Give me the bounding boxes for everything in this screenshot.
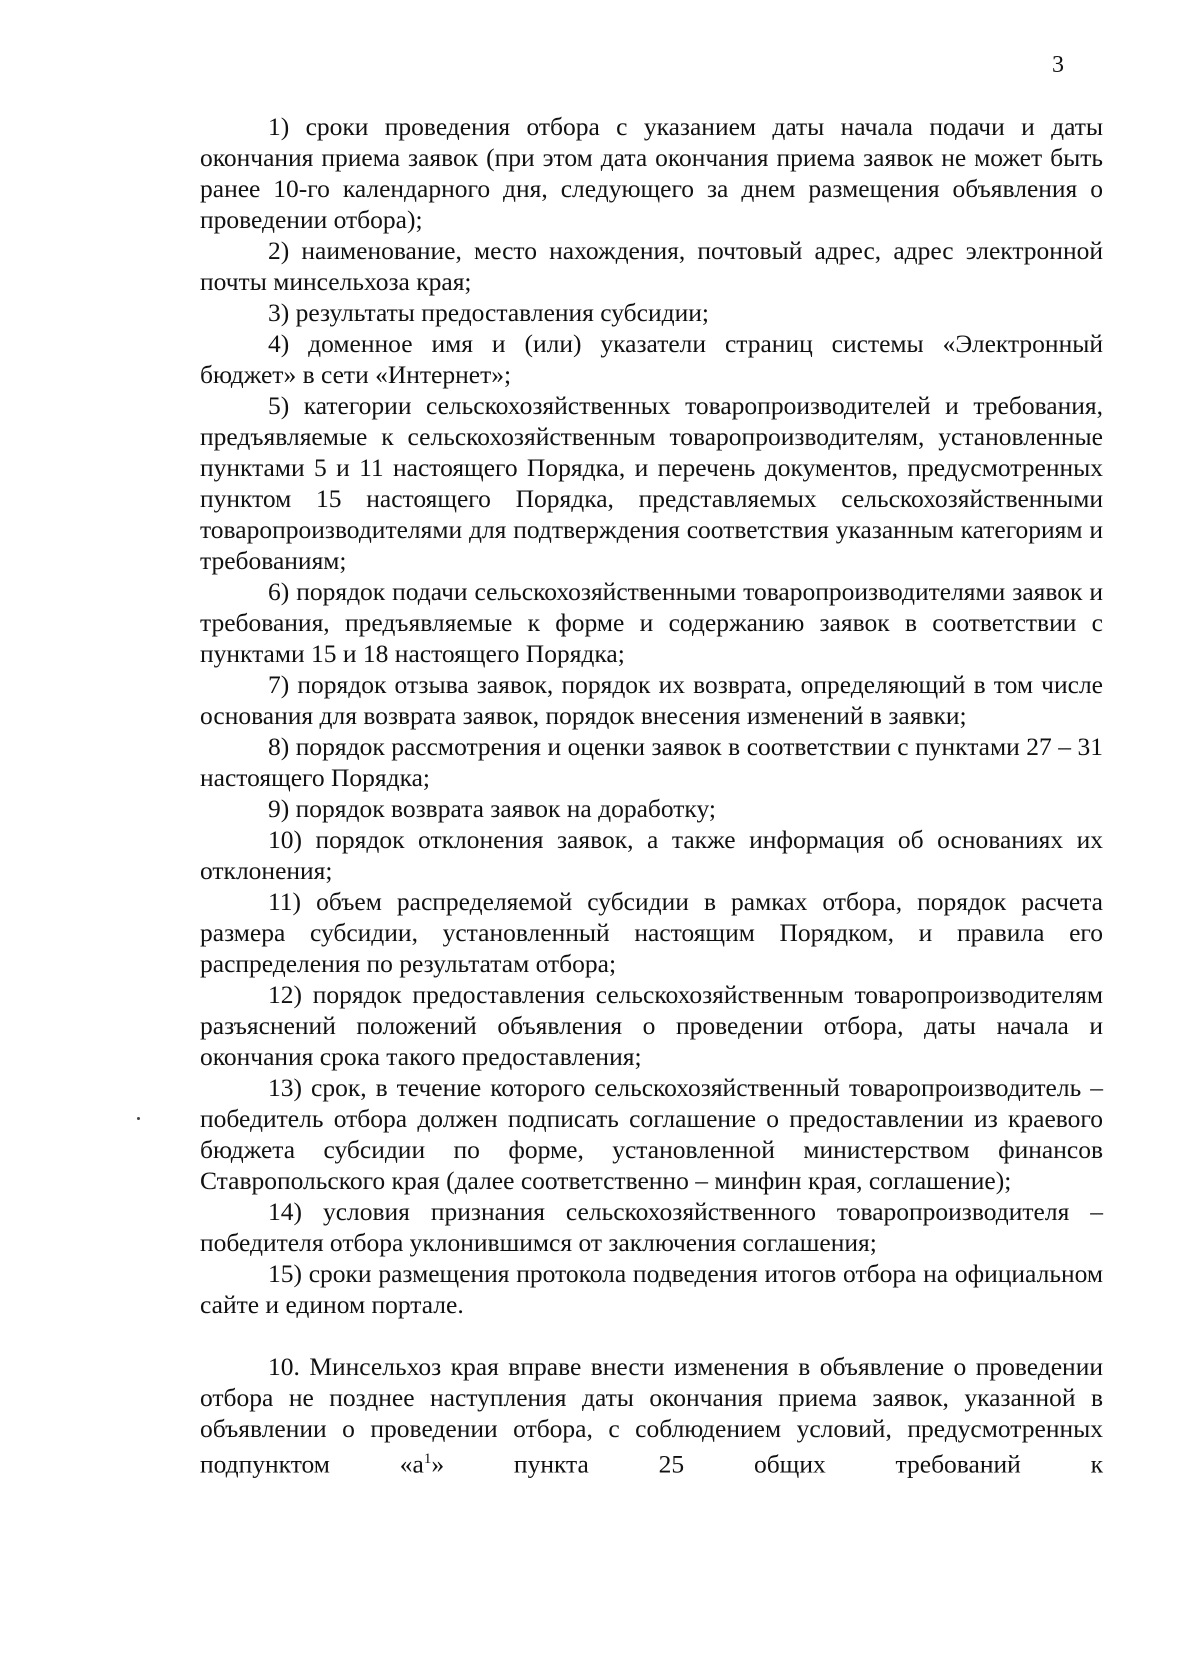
list-item: 2) наименование, место нахождения, почтовый адрес, адрес электронной почты минсельхоза края; xyxy=(200,236,1103,296)
paragraph-10-text-before: 10. Минсельхоз края вправе внести изменения в объявление о проведении отбора не позднее наступления даты окончания приема заявок, указанной в объявлении о проведении отбора, с соблюдением условий, предусмотренных подпунктом «а xyxy=(200,1352,1103,1479)
list-item: 7) порядок отзыва заявок, порядок их возврата, определяющий в том числе основания для возврата заявок, порядок внесения изменений в заявки; xyxy=(200,670,1103,730)
list-item: 6) порядок подачи сельскохозяйственными товаропроизводителями заявок и требования, предъявляемые к форме и содержанию заявок в соответствии с пунктами 15 и 18 настоящего Порядка; xyxy=(200,577,1103,668)
paragraph-10-superscript: 1 xyxy=(423,1451,432,1467)
list-item: 11) объем распределяемой субсидии в рамках отбора, порядок расчета размера субсидии, установленный настоящим Порядком, и правила его распределения по результатам отбора; xyxy=(200,887,1103,978)
list-item: 3) результаты предоставления субсидии; xyxy=(268,298,709,327)
document-body xyxy=(200,111,1103,1480)
paragraph-10-text-after: » пункта 25 общих требований к xyxy=(431,1449,1103,1479)
list-item: 1) сроки проведения отбора с указанием даты начала подачи и даты окончания приема заявок (при этом дата окончания приема заявок не может быть ранее 10-го календарного дня, следующего за днем размещения объявления о проведении отбора); xyxy=(200,112,1103,234)
list-item: 13) срок, в течение которого сельскохозяйственный товаропроизводитель – победитель отбора должен подписать соглашение о предоставлении из краевого бюджета субсидии по форме, установленной министерством финансов Ставропольского края (далее соответственно – минфин края, соглашение); xyxy=(200,1073,1103,1195)
list-item: 10) порядок отклонения заявок, а также информация об основаниях их отклонения; xyxy=(200,825,1103,885)
list-item: 14) условия признания сельскохозяйственного товаропроизводителя – победителя отбора уклонившимся от заключения соглашения; xyxy=(200,1197,1103,1257)
list-item: 8) порядок рассмотрения и оценки заявок в соответствии с пунктами 27 – 31 настоящего Порядка; xyxy=(200,732,1103,792)
list-item: 9) порядок возврата заявок на доработку; xyxy=(268,794,716,823)
paragraph-10 xyxy=(200,1351,1103,1480)
page-number: 3 xyxy=(1052,52,1064,78)
list-item: 4) доменное имя и (или) указатели страниц системы «Электронный бюджет» в сети «Интернет»; xyxy=(200,329,1103,389)
scan-speck xyxy=(137,1117,140,1120)
list-item: 5) категории сельскохозяйственных товаропроизводителей и требования, предъявляемые к сельскохозяйственным товаропроизводителям, установленные пунктами 5 и 11 настоящего Порядка, и перечень документов, предусмотренных пунктом 15 настоящего Порядка, представляемых сельскохозяйственными товаропроизводителями для подтверждения соответствия указанным категориям и требованиям; xyxy=(200,391,1103,575)
list-item: 15) сроки размещения протокола подведения итогов отбора на официальном сайте и едином портале. xyxy=(200,1259,1103,1319)
list-item: 12) порядок предоставления сельскохозяйственным товаропроизводителям разъяснений положений объявления о проведении отбора, даты начала и окончания срока такого предоставления; xyxy=(200,980,1103,1071)
